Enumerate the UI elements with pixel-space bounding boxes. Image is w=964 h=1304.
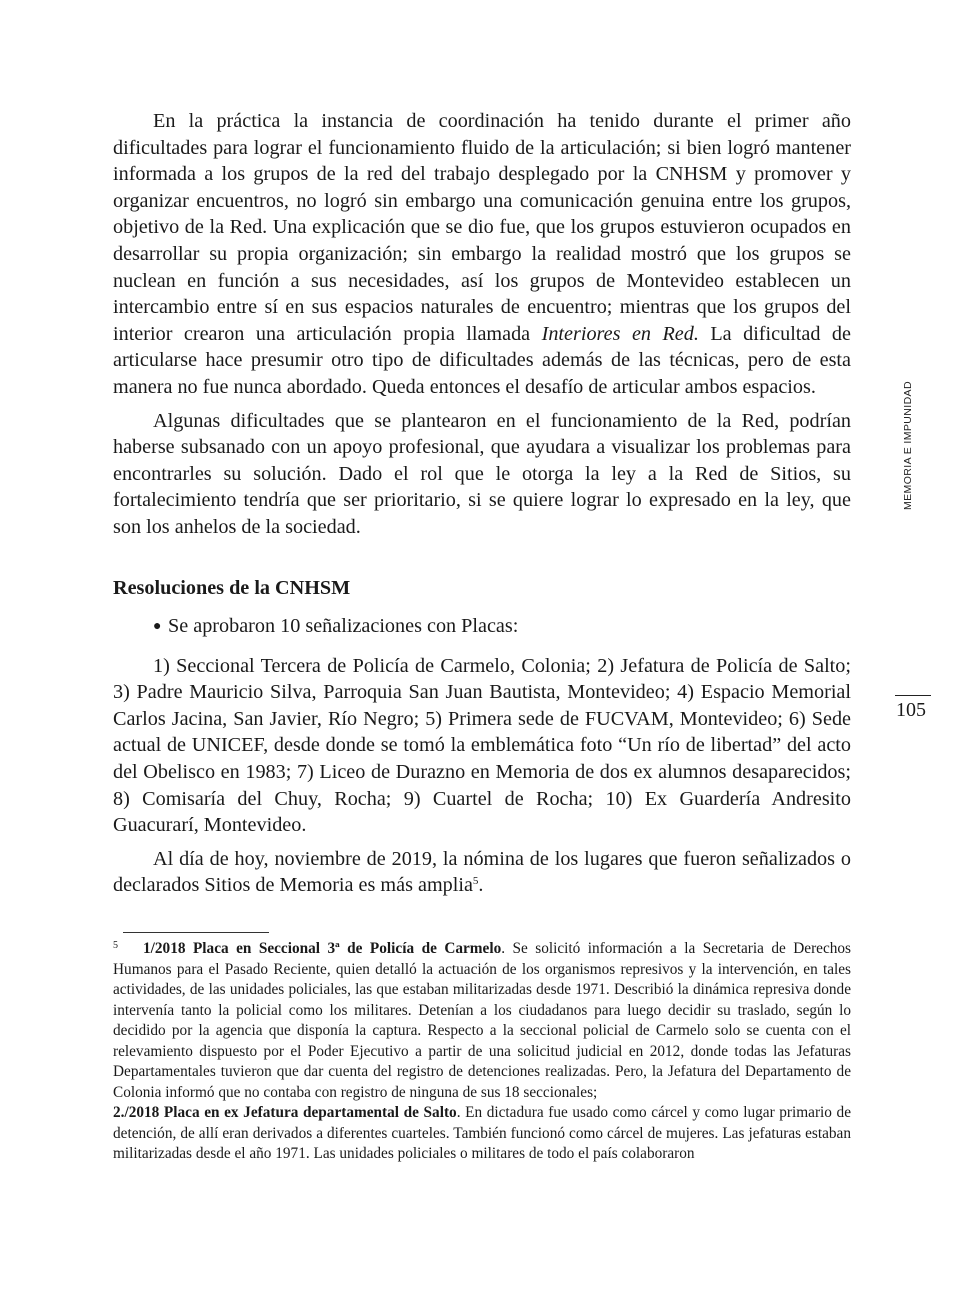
footnote-entry	[113, 936, 851, 1103]
footnote-bold: 2./2018 Placa en ex Jefatura departamental de Salto	[113, 1104, 457, 1121]
footnote-text: . En dictadura fue usado como cárcel y como lugar primario de detención, de allí eran derivados a diferentes cuarteles. También funcionó como cárcel de mujeres. Las jefaturas estaban militarizadas desde el año 1971. Las unidades policiales o militares de todo el país colaboraron	[113, 1104, 852, 1162]
paragraph	[113, 108, 851, 401]
footnote-text: . Se solicitó información a la Secretaria de Derechos Humanos para el Pasado Reciente, quien detalló la actuación de los organismos represivos y la intervención, en tales actividades, de las unidades policiales, las que estaban militarizadas desde 1971. Describió la dinámica represiva donde intervenía tanto la policial como los militares. Detenían a los ciudadanos para luego decidir su traslado, según lo decidido por la agencia que disponía la captura. Respecto a la seccional policial de Carmelo solo se cuenta con el relevamiento dispuesto por el Poder Ejecutivo a partir de una solicitud judicial en 2012, donde todas las Jefaturas Departamentales tuvieron que dar cuenta del registro de detenciones realizadas. Pero, la Jefatura del Departamento de Colonia informó que no contaba con registro de ninguna de sus 18 seccionales;	[113, 940, 852, 1101]
paragraph-text: .	[478, 874, 484, 897]
footnote-reference: 5	[472, 875, 479, 888]
bullet-icon: ●	[153, 619, 162, 635]
main-text	[113, 108, 851, 906]
footnote-mark: 5	[113, 940, 118, 951]
paragraph-text: En la práctica la instancia de coordinación ha tenido durante el primer año dificultades para lograr el funcionamiento fluido de la articulación; si bien logró mantener informada a los grupos de la red del trabajo desplegado por la CNHSM y promover y organizar encuentros, no logró sin embargo una comunicación genuina entre los grupos, objetivo de la Red. Una explicación que se dio fue, que los grupos estuvieron ocupados en desarrollar su propia organización; sin embargo la realidad mostró que los grupos se nuclean en función a sus necesidades, así los grupos de Montevideo establecen un intercambio entre sí en sus espacios naturales de encuentro; mientras que los grupos del interior crearon una articulación propia llamada	[113, 110, 851, 345]
page-number: 105	[896, 699, 926, 721]
footnote-divider	[123, 932, 269, 933]
footnote-bold: 1/2018 Placa en Seccional 3ª de Policía de Carmelo	[143, 940, 502, 957]
italic-title: Interiores en Red.	[541, 322, 699, 345]
paragraph	[113, 846, 851, 899]
bullet-item	[113, 613, 851, 641]
section-heading: Resoluciones de la CNHSM	[113, 576, 351, 599]
footnotes	[113, 936, 851, 1165]
footnote-entry	[113, 1103, 851, 1165]
paragraph-text: Al día de hoy, noviembre de 2019, la nómina de los lugares que fueron señalizados o declarados Sitios de Memoria es más amplia	[113, 847, 851, 897]
running-head: MEMORIA E IMPUNIDAD	[902, 381, 914, 510]
page-number-rule	[895, 695, 931, 696]
paragraph-text: La dificultad de articularse hace presumir otro tipo de dificultades además de las técnicas, pero de esta manera no fue nunca abordado. Queda entonces el desafío de articular ambos espacios.	[113, 322, 851, 398]
paragraph: Algunas dificultades que se plantearon en el funcionamiento de la Red, podrían haberse subsanado con un apoyo profesional, que ayudara a visualizar los problemas para encontrarles su solución. Dado el rol que le otorga la ley a la Red de Sitios, su fortalecimiento tendría que ser prioritario, si se quiere lograr lo expresado en la ley, que son los anhelos de la sociedad.	[113, 409, 851, 538]
bullet-text: Se aprobaron 10 señalizaciones con Placas:	[168, 615, 519, 638]
paragraph: 1) Seccional Tercera de Policía de Carmelo, Colonia; 2) Jefatura de Policía de Salto; 3) Padre Mauricio Silva, Parroquia San Juan Bautista, Montevideo; 4) Espacio Memorial Carlos Jacina, San Javier, Río Negro; 5) Primera sede de FUCVAM, Montevideo; 6) Sede actual de UNICEF, desde donde se tomó la emblemática foto “Un río de libertad” del acto del Obelisco en 1983; 7) Liceo de Durazno en Memoria de dos ex alumnos desaparecidos; 8) Comisaría del Chuy, Rocha; 9) Cuartel de Rocha; 10) Ex Guardería Andresito Guacurarí, Montevideo.	[113, 654, 851, 837]
